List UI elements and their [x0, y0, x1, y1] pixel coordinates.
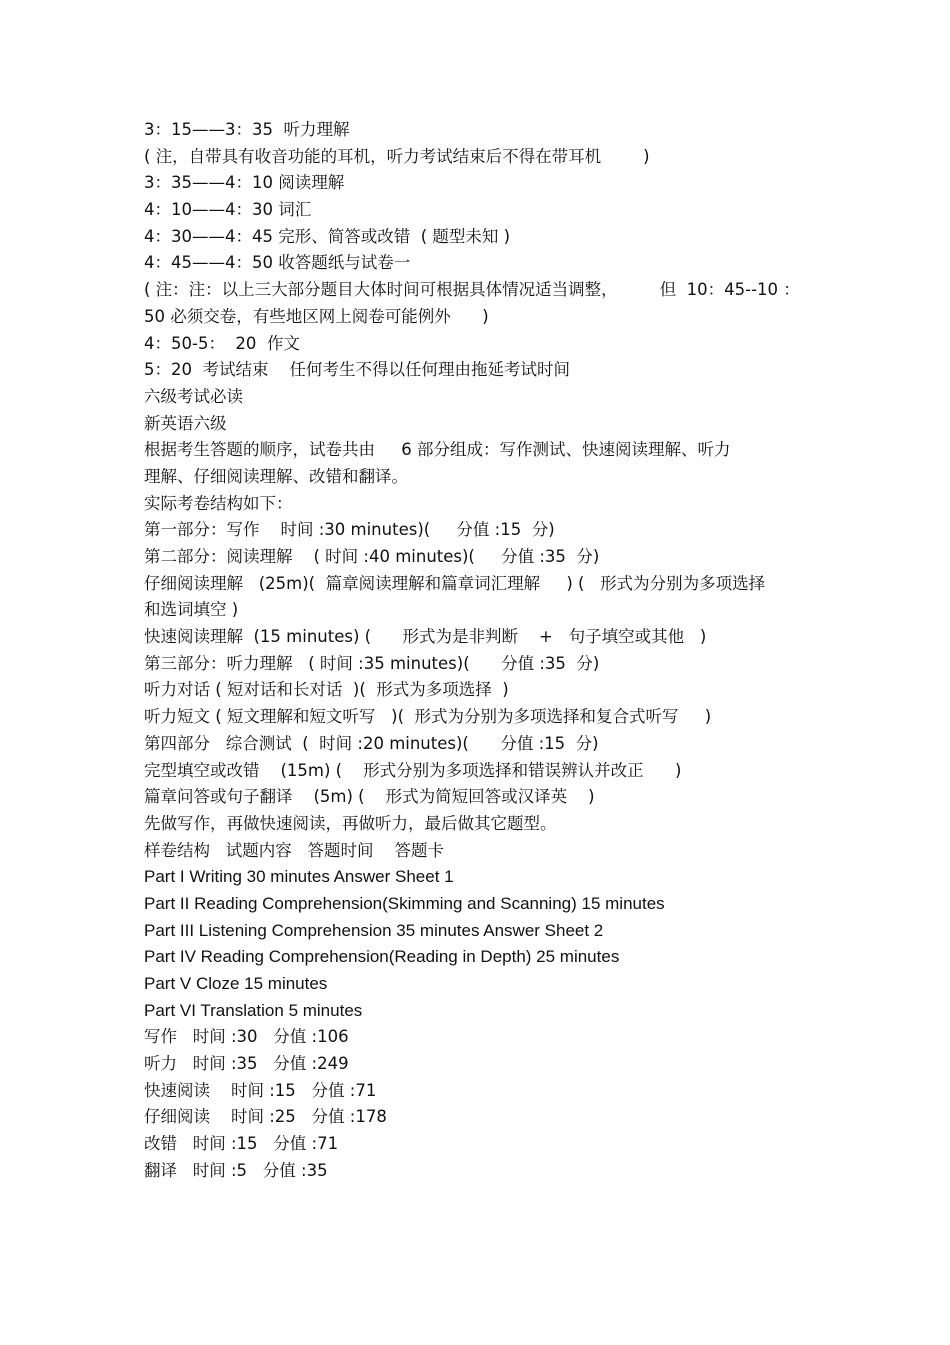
score-line: 翻译 时间 :5 分值 :35	[144, 1160, 328, 1180]
score-line: 写作 时间 :30 分值 :106	[144, 1027, 349, 1047]
score-line: 仔细阅读 时间 :25 分值 :178	[144, 1107, 387, 1127]
text-line: 完型填空或改错 (15m) ( 形式分别为多项选择和错误辨认并改正 )	[144, 760, 682, 780]
text-line: 听力短文 ( 短文理解和短文听写 )( 形式为分别为多项选择和复合式听写 )	[144, 707, 712, 727]
text-line: 理解、仔细阅读理解、改错和翻译。	[144, 466, 408, 486]
text-line: 3：15——3：35 听力理解	[144, 120, 350, 139]
text-line: 新英语六级	[144, 413, 227, 433]
text-line: 快速阅读理解 (15 minutes) ( 形式为是非判断 + 句子填空或其他 )	[144, 627, 707, 647]
text-line: 仔细阅读理解 (25m)( 篇章阅读理解和篇章词汇理解 ) ( 形式为分别为多项选择	[144, 573, 766, 593]
text-line: 根据考生答题的顺序，试卷共由 6 部分组成：写作测试、快速阅读理解、听力	[144, 440, 731, 460]
text-line: 50 必须交卷，有些地区网上阅卷可能例外 )	[144, 306, 489, 326]
sample-paper-line: Part V Cloze 15 minutes	[144, 974, 328, 993]
text-line: 第四部分 综合测试 ( 时间 :20 minutes)( 分值 :15 分)	[144, 733, 599, 753]
text-line: ( 注，自带具有收音功能的耳机，听力考试结束后不得在带耳机 )	[144, 146, 650, 166]
document-body	[144, 117, 814, 1185]
text-line: 第三部分：听力理解 ( 时间 :35 minutes)( 分值 :35 分)	[144, 653, 600, 673]
section-heading: 六级考试必读	[144, 386, 243, 406]
text-line: 和选词填空 )	[144, 600, 239, 620]
text-line: 4：50-5： 20 作文	[144, 333, 300, 353]
text-line: 听力对话 ( 短对话和长对话 )( 形式为多项选择 )	[144, 680, 509, 700]
score-line: 快速阅读 时间 :15 分值 :71	[144, 1080, 377, 1100]
sample-paper-line: Part III Listening Comprehension 35 minutes Answer Sheet 2	[144, 920, 604, 940]
text-line: 先做写作，再做快速阅读，再做听力，最后做其它题型。	[144, 813, 557, 833]
text-line: 篇章问答或句子翻译 (5m) ( 形式为简短回答或汉译英 )	[144, 787, 595, 807]
text-line: 第一部分：写作 时间 :30 minutes)( 分值 :15 分)	[144, 520, 555, 540]
sample-paper-line: Part I Writing 30 minutes Answer Sheet 1	[144, 867, 454, 887]
text-line: 实际考卷结构如下：	[144, 493, 293, 513]
text-line: 样卷结构 试题内容 答题时间 答题卡	[144, 840, 444, 860]
text-line: ( 注：注：以上三大部分题目大体时间可根据具体情况适当调整， 但 10：45--10 ：	[144, 280, 800, 300]
text-line: 3：35——4：10 阅读理解	[144, 173, 345, 193]
sample-paper-line: Part II Reading Comprehension(Skimming and Scanning) 15 minutes	[144, 893, 665, 913]
text-line: 第二部分：阅读理解 ( 时间 :40 minutes)( 分值 :35 分)	[144, 547, 600, 566]
text-line: 4：10——4：30 词汇	[144, 200, 312, 220]
sample-paper-line: Part IV Reading Comprehension(Reading in Depth) 25 minutes	[144, 947, 620, 967]
text-line: 5：20 考试结束 任何考生不得以任何理由拖延考试时间	[144, 360, 570, 380]
text-line: 4：45——4：50 收答题纸与试卷一	[144, 253, 411, 273]
sample-paper-line: Part VI Translation 5 minutes	[144, 1000, 363, 1020]
score-line: 听力 时间 :35 分值 :249	[144, 1054, 349, 1074]
score-line: 改错 时间 :15 分值 :71	[144, 1134, 339, 1154]
text-line: 4：30——4：45 完形、简答或改错 ( 题型未知 )	[144, 226, 511, 246]
